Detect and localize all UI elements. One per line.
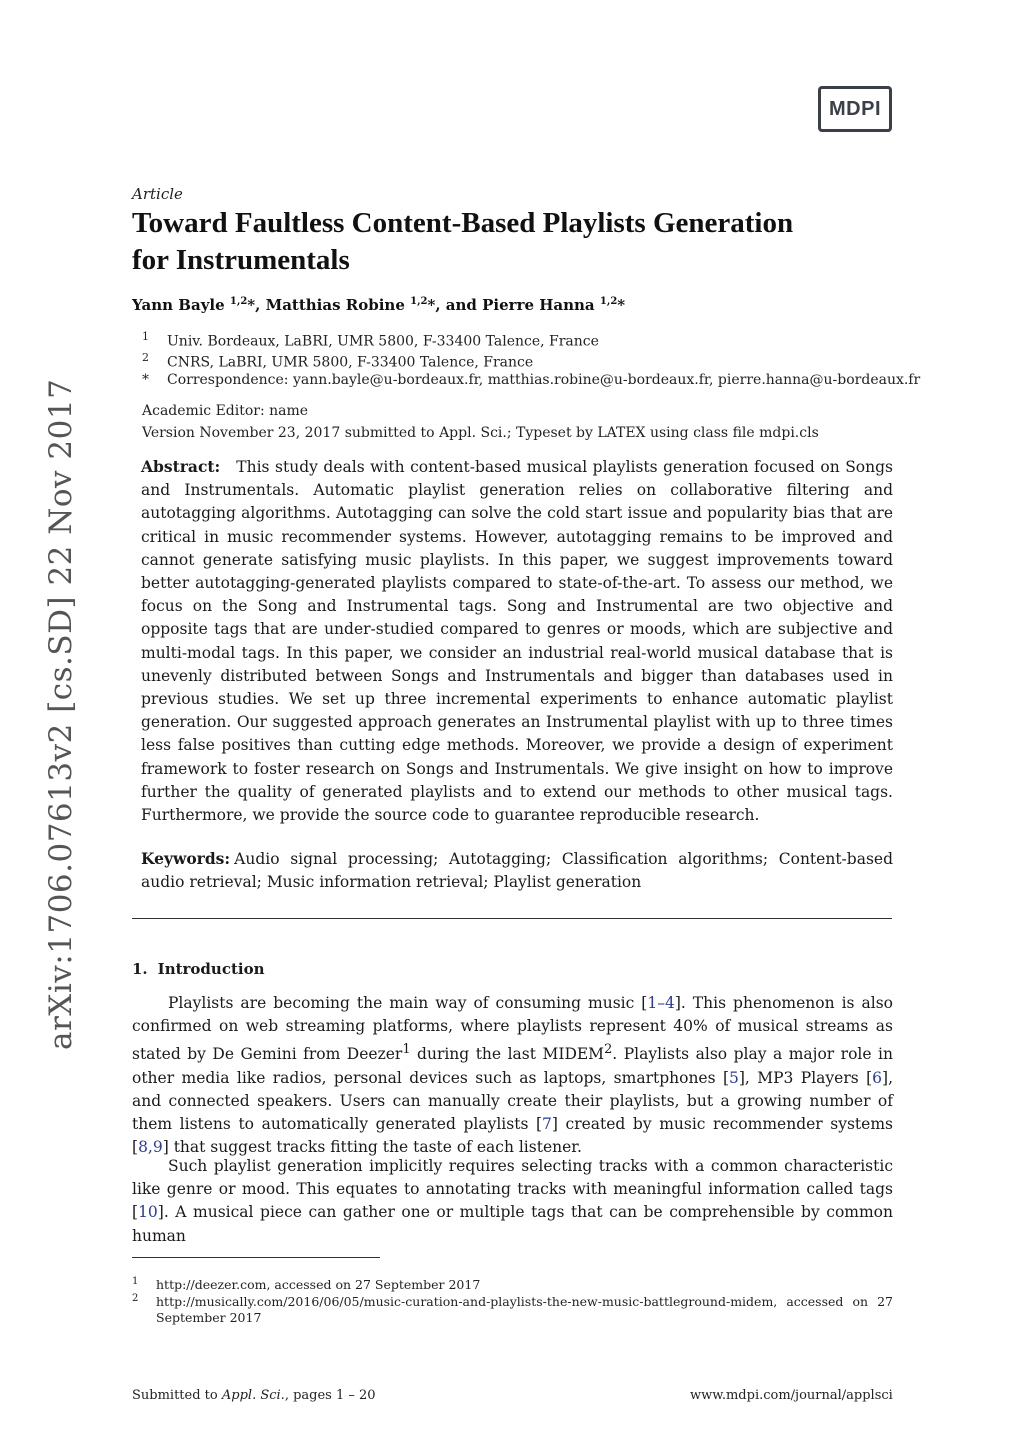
author-affiliation-marks: 1,2 — [229, 296, 248, 307]
author-affiliation-marks: 1,2 — [599, 296, 618, 307]
section-heading — [132, 960, 265, 978]
text-run: during the last MIDEM — [410, 1045, 605, 1064]
citation-link[interactable]: 1–4 — [647, 994, 675, 1012]
author-suffix: *, and — [427, 296, 483, 314]
footnote-mark: 1 — [132, 1276, 139, 1287]
section-divider — [132, 918, 892, 919]
footnote-text[interactable]: http://deezer.com, accessed on 27 September 2017 — [156, 1277, 481, 1292]
text-run: . Playlists also play a major role in other media like radios, personal devices such as laptops, smartphones [ — [132, 1045, 893, 1087]
intro-paragraph — [132, 1155, 893, 1248]
article-type: Article — [132, 185, 183, 203]
text-run: Playlists are becoming the main way of consuming music [ — [168, 994, 648, 1012]
footnote-ref[interactable]: 2 — [604, 1042, 613, 1058]
correspondence-mark: * — [142, 372, 149, 388]
text-run: ], MP3 Players [ — [738, 1068, 873, 1087]
author-name: Matthias Robine — [265, 296, 405, 314]
version-line: Version November 23, 2017 submitted to Appl. Sci.; Typeset by LATEX using class file mdpi.cls — [142, 425, 819, 441]
text-run: ], and connected speakers. Users can manually create their playlists, but a growing number of them listens to automatically generated playlists [ — [132, 1068, 893, 1134]
citation-link[interactable]: 6 — [872, 1068, 883, 1087]
keywords-text: Audio signal processing; Autotagging; Classification algorithms; Content-based audio retrieval; Music information retrieval; Playlist generation — [141, 850, 893, 892]
keywords — [141, 847, 893, 894]
affiliation-text: CNRS, LaBRI, UMR 5800, F-33400 Talence, France — [167, 354, 534, 371]
text-run: ]. A musical piece can gather one or multiple tags that can be comprehensible by common human — [132, 1203, 893, 1245]
citation-link[interactable]: 8,9 — [138, 1138, 163, 1157]
correspondence-text: Correspondence: yann.bayle@u-bordeaux.fr, matthias.robine@u-bordeaux.fr, pierre.hanna@u-bordeaux.fr — [167, 372, 921, 388]
footnote — [132, 1277, 893, 1293]
footnote-mark: 2 — [132, 1293, 139, 1304]
footnote-ref[interactable]: 1 — [402, 1042, 411, 1058]
title-line-1: Toward Faultless Content-Based Playlists Generation — [132, 207, 794, 239]
arxiv-stamp: arXiv:1706.07613v2 [cs.SD] 22 Nov 2017 — [43, 378, 79, 1050]
abstract-label: Abstract: — [141, 457, 221, 476]
author-name: Pierre Hanna — [482, 296, 595, 314]
footer-submission — [132, 1388, 376, 1403]
citation-link[interactable]: 5 — [729, 1068, 739, 1087]
affiliation — [142, 351, 533, 371]
footnote-text[interactable]: http://musically.com/2016/06/05/music-curation-and-playlists-the-new-music-battleground-midem, accessed on 27 September 2017 — [156, 1294, 893, 1325]
paper-title — [132, 205, 912, 279]
mdpi-logo-text: MDPI — [829, 97, 881, 120]
academic-editor: Academic Editor: name — [142, 403, 309, 419]
footnote — [132, 1294, 893, 1326]
citation-link[interactable]: 10 — [138, 1203, 158, 1222]
text-run: ] that suggest tracks fitting the taste of each listener. — [162, 1138, 582, 1157]
affiliation-mark: 1 — [142, 330, 149, 343]
title-line-2: for Instrumentals — [132, 244, 350, 276]
text-run: Such playlist generation implicitly requires selecting tracks with a common characteristic like genre or mood. This equates to annotating tracks with meaningful information called tags [ — [132, 1157, 893, 1222]
correspondence — [142, 372, 920, 388]
affiliation-mark: 2 — [142, 351, 149, 364]
mdpi-logo — [818, 86, 892, 132]
text-run: ] created by music recommender systems [ — [132, 1115, 893, 1157]
footer-journal-url[interactable]: www.mdpi.com/journal/applsci — [690, 1388, 893, 1403]
affiliation — [142, 330, 599, 350]
footer-pages: , pages 1 – 20 — [284, 1388, 376, 1403]
author-list — [132, 296, 625, 314]
keywords-label: Keywords: — [141, 849, 231, 868]
intro-paragraph — [132, 992, 893, 1160]
citation-link[interactable]: 7 — [542, 1115, 552, 1134]
footnote-divider — [132, 1257, 380, 1258]
section-number: 1. — [132, 960, 148, 978]
text-run: ]. This phenomenon is also confirmed on web streaming platforms, where playlists represent 40% of musical streams as stated by De Gemini from Deezer — [132, 994, 893, 1064]
author-affiliation-marks: 1,2 — [410, 296, 428, 307]
author-suffix: * — [617, 296, 626, 314]
footer-journal: Appl. Sci. — [221, 1388, 285, 1403]
abstract-text: This study deals with content-based musical playlists generation focused on Songs and Instrumentals. Automatic playlist generation relies on collaborative filtering and autotagging algorithms. Autotagging can solve the cold start issue and popularity bias that are critical in music recommender systems. However, autotagging remains to be improved and cannot generate satisfying music playlists. In this paper, we suggest improvements toward better autotagging-generated playlists compared to state-of-the-art. To assess our method, we focus on the Song and Instrumental tags. Song and Instrumental are two objective and opposite tags that are under-studied compared to genres or moods, which are subjective and multi-modal tags. In this paper, we consider an industrial real-world musical database that is unevenly distributed between Songs and Instrumentals and bigger than databases used in previous studies. We set up three incremental experiments to enhance automatic playlist generation. Our suggested approach generates an Instrumental playlist with up to three times less false positives than cutting edge methods. Moreover, we provide a design of experiment framework to foster research on Songs and Instrumentals. We give insight on how to improve further the quality of generated playlists and to extend our methods to other musical tags. Furthermore, we provide the source code to guarantee reproducible research. — [141, 458, 893, 825]
affiliation-text: Univ. Bordeaux, LaBRI, UMR 5800, F-33400 Talence, France — [167, 333, 599, 350]
abstract — [141, 455, 893, 827]
author-name: Yann Bayle — [132, 296, 225, 314]
section-title: Introduction — [157, 960, 265, 978]
author-suffix: *, — [247, 296, 266, 314]
footer-prefix: Submitted to — [132, 1388, 222, 1403]
